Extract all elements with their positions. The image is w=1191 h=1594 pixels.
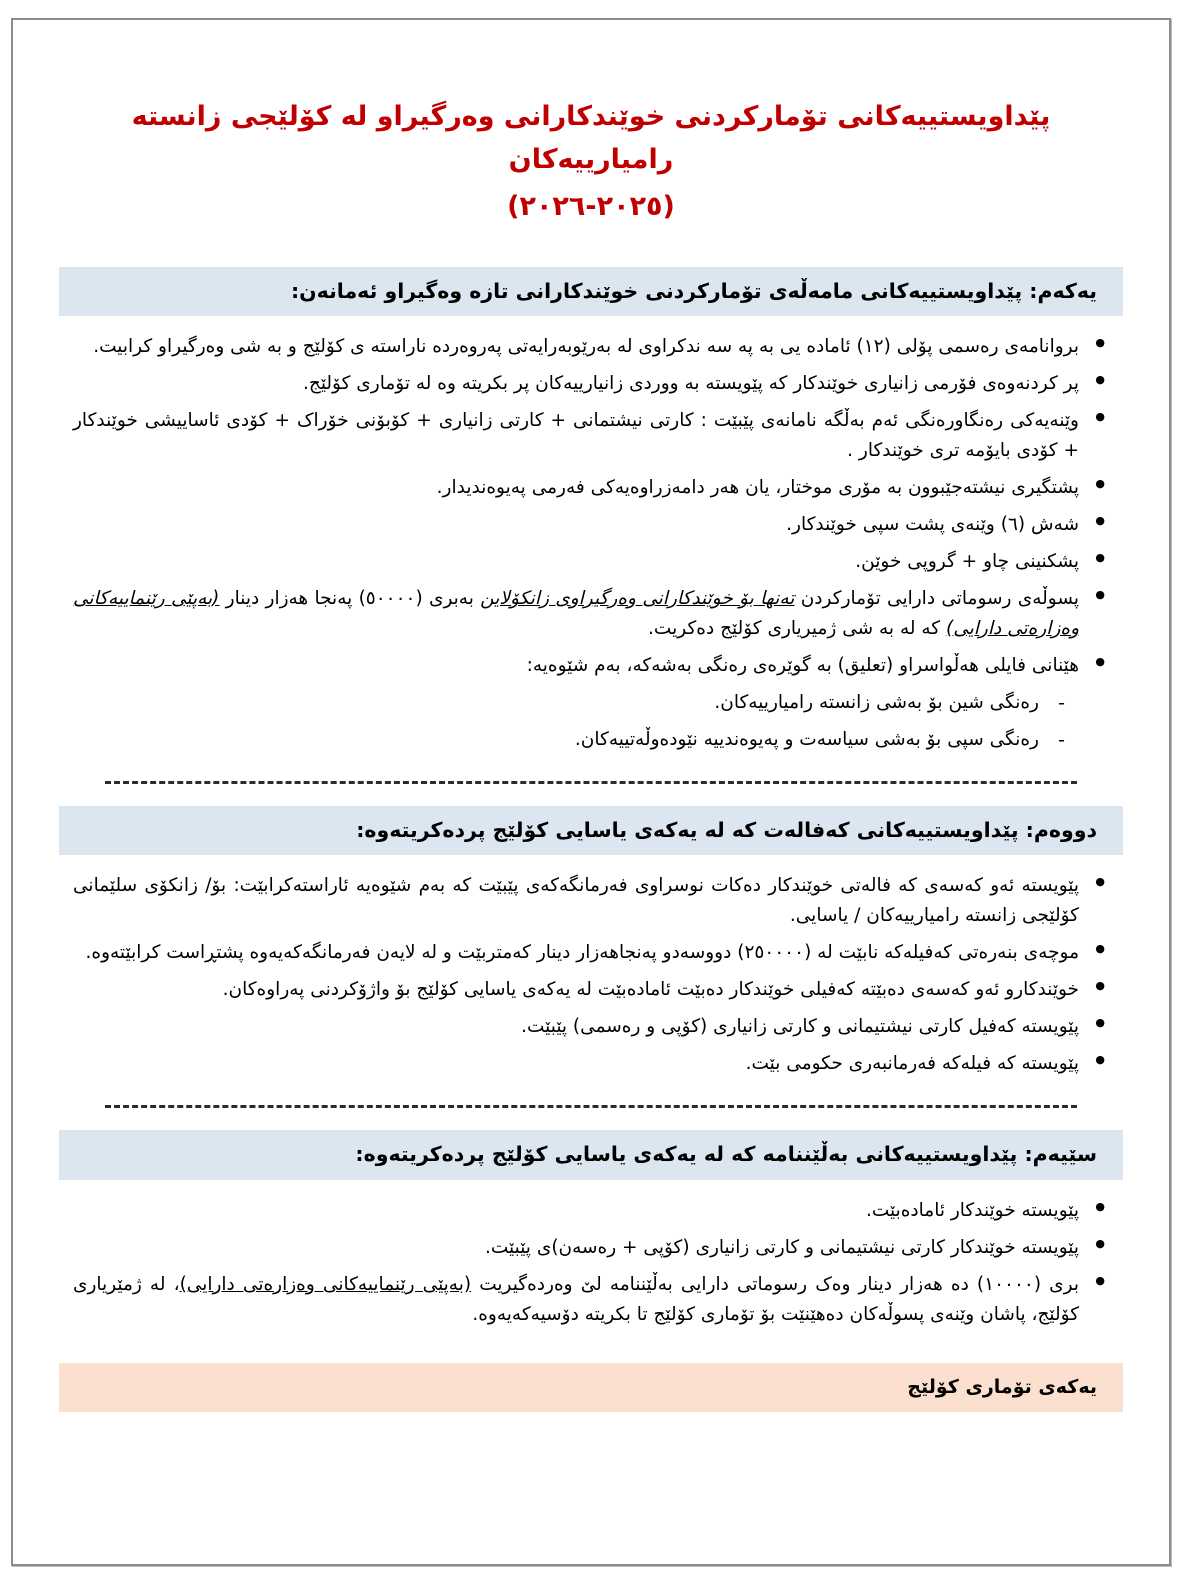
bullet-list-one [73,332,1109,681]
list-item: ● پێویستە خوێندکار ئامادەبێت. [73,1196,1109,1226]
footer-label: یەکەی تۆماری کۆلێج [907,1375,1097,1398]
pledge-text-after: ، لە ژمێریاری کۆلێج، پاشان وێنەی پسوڵەکان دەهێنێت بۆ تۆماری کۆلێج تا بکریتە دۆسیەکەیەوە. [73,1273,1079,1325]
fee-underline-ministry: (بەپێی رێنماییەکانی وەزارەتی دارایی) [73,587,1079,639]
fee-text-before: پسوڵەی رسوماتی دارایی تۆمارکردن [794,587,1079,609]
bullet-list-two [73,871,1109,1079]
list-item: ● بروانامەی رەسمی پۆلی (١٢) ئامادە یی بە پە سە ندکراوی لە بەرێوبەرایەتی پەروەردە ناراستە ی کۆلێج و بە شی وەرگیراو کرابیت. [73,332,1109,362]
pledge-underline-ministry: (بەپێی رێنماییەکانی وەزارەتی دارایی) [179,1273,472,1295]
fee-text-after: کە لە بە شی ژمیریاری کۆلێج دەکریت. [648,617,946,639]
list-item: ● پشتگیری نیشتەجێبوون بە مۆری موختار، یان هەر دامەزراوەیەکی فەرمی پەیوەندیدار. [73,473,1109,503]
pledge-text-before: بری (١٠٠٠٠) دە هەزار دینار وەک رسوماتی دارایی بەڵێننامە لێ وەردەگیریت [471,1273,1079,1295]
list-item-pledge [73,1270,1109,1330]
section-heading-three: سێیەم: پێداویستییەکانی بەڵێننامە کە لە یەکەی یاسایی کۆلێج پردەکریتەوە: [59,1130,1123,1180]
spacer [13,1337,1169,1363]
section-separator-two [105,1105,1077,1108]
list-item: ● پر کردنەوەی فۆرمی زانیاری خوێندکار کە پێویستە بە ووردی زانیارییەکان پر بکریتە وە لە تۆماری کۆلێج. [73,369,1109,399]
list-item: ● پێویستە ئەو کەسەی کە فالەتی خوێندکار دەکات نوسراوی فەرمانگەکەی پێبێت کە بەم شێوەیە ئاراستەکرابێت: بۆ/ زانکۆی سلێمانی کۆلێجی زانستە رامیارییەکان / یاسایی. [73,871,1109,931]
list-item: ● پێویستە کەفیل کارتی نیشتیمانی و کارتی زانیاری (کۆپی و رەسمی) پێبێت. [73,1012,1109,1042]
section-heading-two: دووەم: پێداویستییەکانی کەفالەت کە لە یەکەی یاسایی کۆلێج پردەکریتەوە: [59,806,1123,856]
fee-underline-scope: تەنها بۆ خوێندکارانی وەرگیراوی زانکۆلاین [480,587,795,609]
list-item: ● پێویستە کە فیلەکە فەرمانبەری حکومی بێت. [73,1049,1109,1079]
section-heading-one: یەکەم: پێداویستییەکانی مامەڵەی تۆمارکردنی خوێندکارانی تازە وەگیراو ئەمانەن: [59,267,1123,317]
page-content [13,20,1169,1564]
section-two-list [73,871,1109,1079]
spacer [13,229,1169,267]
footer-registration-unit [59,1363,1123,1413]
list-item: ● موچەی بنەرەتی کەفیلەکە نابێت لە (٢٥٠٠٠٠) دووسەدو پەنجاهەزار دینار کەمتربێت و لە لایەن فەرمانگەکەیەوە پشتڕاست کرابێتەوە. [73,938,1109,968]
list-item: ● پێویستە خوێندکار کارتی نیشتیمانی و کارتی زانیاری (کۆپی + رەسەن)ی پێبێت. [73,1233,1109,1263]
title-line-2: (٢٠٢٥-٢٠٢٦) [507,191,675,223]
section-three-list [73,1196,1109,1330]
section-separator-one [105,781,1077,784]
list-item: ● پشکنینی چاو + گروپی خوێن. [73,547,1109,577]
sub-list-item: - رەنگی سپی بۆ بەشی سیاسەت و پەیوەندییە نێودەوڵەتییەکان. [73,725,1109,755]
fee-text-middle: بەبری (٥٠٠٠٠) پەنجا هەزار دینار [219,587,481,609]
sub-list-item: - رەنگی شین بۆ بەشی زانستە رامیارییەکان. [73,688,1109,718]
list-item: ● وێنەیەکی رەنگاورەنگی ئەم بەڵگە نامانەی پێبێت : کارتی نیشتمانی + کارتی زانیاری + کۆبۆنی خۆراک + کۆدی ئاساییشی خوێندکار + کۆدی بایۆمە ترى خوێندکار . [73,406,1109,466]
list-item-fee [73,584,1109,644]
title-line-1: پێداویستییەکانی تۆمارکردنی خوێندکارانی وەرگیراو لە کۆلێجی زانستە رامیارییەکان [131,101,1051,176]
bullet-list-three [73,1196,1109,1330]
list-item: ● خوێندکارو ئەو کەسەی دەبێتە کەفیلی خوێندکار دەبێت ئامادەبێت لە یەکەی یاسایی کۆلێج بۆ واژۆکردنی پەراوەکان. [73,975,1109,1005]
sub-dash-list [73,688,1109,755]
list-item: ● شەش (٦) وێنەی پشت سپی خوێندکار. [73,510,1109,540]
document-page [11,18,1171,1566]
list-item: ● هێنانی فایلی هەڵواسراو (تعلیق) بە گوێرەی رەنگی بەشەکە، بەم شێوەیە: [73,651,1109,681]
page-title [53,95,1129,229]
section-one-list [73,332,1109,755]
